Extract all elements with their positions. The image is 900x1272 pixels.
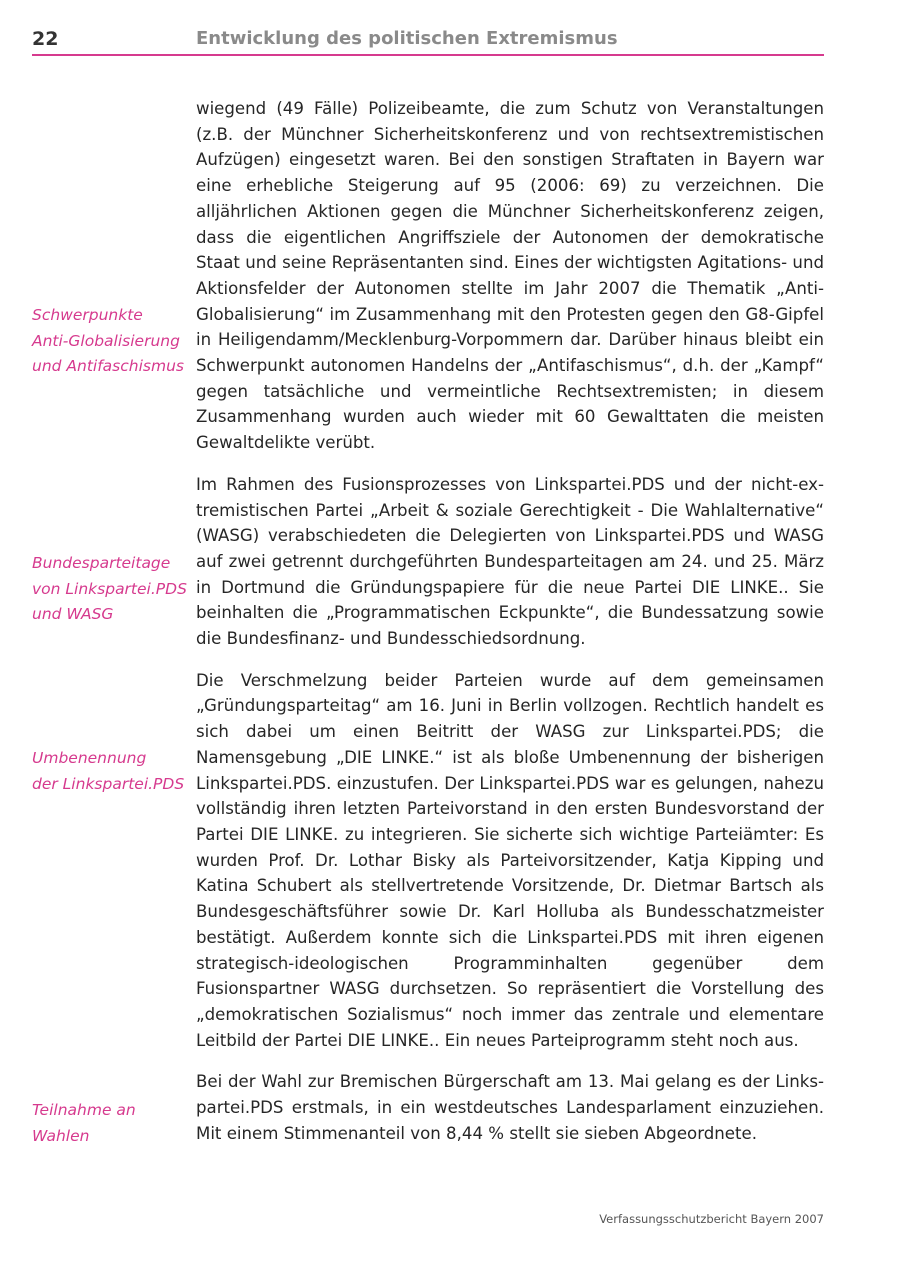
paragraph-autonome: wiegend (49 Fälle) Polizeibeamte, die zum Schutz von Veranstaltungen (z.B. der Münchner Sicherheitskonferenz und von rechtsextremistischen Aufzügen) eingesetzt waren. Bei den sonstigen Straftaten in Bayern war eine erhebliche Steigerung auf 95 (2006: 69) zu verzeichnen. Die alljährlichen Aktionen gegen die Münchner Sicherheitskonferenz zeigen, dass die eigentlichen Angriffsziele der Autonomen der demokratische Staat und seine Repräsentanten sind. Eines der wichtigsten Agitations- und Aktionsfelder der Autonomen stellte im Jahr 2007 die Thematik „Anti-Globalisierung“ im Zusammenhang mit den Protesten gegen den G8-Gipfel in Heiligendamm/Mecklenburg-Vorpommern dar. Darüber hinaus bleibt ein Schwerpunkt autonomen Handelns der „Antifaschismus“, d.h. der „Kampf“ gegen tatsächliche und vermeintliche Rechtsextremisten; in diesem Zusammenhang wurden auch wieder mit 60 Gewalttaten die meisten Gewaltdelikte verübt. <box>196 99 824 453</box>
main-text <box>196 96 824 1146</box>
margin-note-schwerpunkte: Schwerpunkte Anti-Globalisierung und Antifaschismus <box>32 306 184 376</box>
margin-note-umbenennung: Umbenennung der Linkspartei.PDS <box>32 749 185 793</box>
page-footer: Verfassungsschutzbericht Bayern 2007 <box>599 1212 824 1226</box>
margin-note-wahlen: Teilnahme an Wahlen <box>32 1101 136 1145</box>
paragraph-verschmelzung: Die Verschmelzung beider Parteien wurde auf dem gemeinsamen „Gründungsparteitag“ am 16. Juni in Berlin vollzogen. Rechtlich handelt es sich dabei um einen Beitritt der WASG zur Linkspartei.PDS; die Namensgebung „DIE LINKE.“ ist als bloße Umbenennung der bisherigen Linkspartei.PDS. einzustufen. Der Linkspartei.PDS war es gelungen, nahezu vollständig ihren letzten Parteivorstand in den ersten Bundesvorstand der Partei DIE LINKE. zu integrieren. Sie sicherte sich wichtige Parteiämter: Es wurden Prof. Dr. Lothar Bisky als Parteivorsitzender, Katja Kipping und Katina Schubert als stellvertretende Vorsitzende, Dr. Dietmar Bartsch als Bundesgeschäftsführer sowie Dr. Karl Holluba als Bundesschatzmeister bestätigt. Außerdem konnte sich die Linkspartei.PDS mit ihren eigenen strategisch-ideologischen Programminhalten gegenüber dem Fusionspartner WASG durchsetzen. So repräsentiert die Vorstellung des „demokratischen Sozialismus“ noch immer das zentrale und elementare Leitbild der Partei DIE LINKE.. Ein neues Parteiprogramm steht noch aus. <box>196 670 824 1050</box>
margin-note-bundesparteitage: Bundesparteitage von Linkspartei.PDS und WASG <box>32 554 187 624</box>
paragraph-fusion: Im Rahmen des Fusionsprozesses von Linkspartei.PDS und der nicht-extremistischen Partei „Arbeit & soziale Gerechtigkeit - Die Wahlalternative“ (WASG) verabschiedeten die Delegierten von Linkspartei.PDS und WASG auf zwei getrennt durchgeführten Bundesparteitagen am 24. und 25. März in Dortmund die Gründungspapiere für die neue Partei DIE LINKE.. Sie beinhalten die „Programmatischen Eckpunkte“, die Bundessatzung sowie die Bundesfinanz- und Bundesschiedsordnung. <box>196 474 824 649</box>
page-header <box>32 28 824 56</box>
page-title: Entwicklung des politischen Extremismus <box>196 28 618 49</box>
page-number: 22 <box>32 28 59 50</box>
paragraph-wahlen: Bei der Wahl zur Bremischen Bürgerschaft am 13. Mai gelang es der Linkspartei.PDS erstmals, in ein westdeutsches Landesparlament einzuziehen. Mit einem Stimmenanteil von 8,44 % stellt sie sieben Abgeordnete. <box>196 1072 824 1143</box>
